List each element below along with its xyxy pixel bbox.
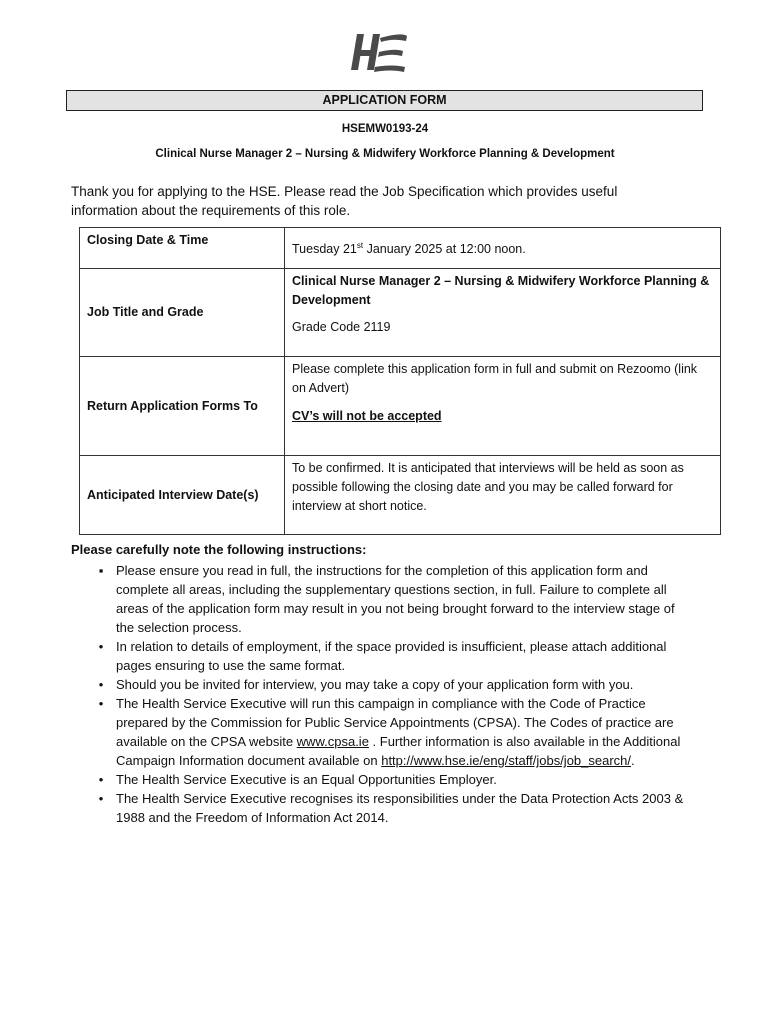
closing-value: Tuesday 21st January 2025 at 12:00 noon. (285, 228, 721, 269)
job-title-heading: Clinical Nurse Manager 2 – Nursing & Midwifery Workforce Planning & Development (155, 148, 615, 160)
closing-label: Closing Date & Time (80, 228, 285, 269)
dot-bullet-icon: • (98, 639, 104, 654)
list-item: • In relation to details of employment, if the space provided is insufficient, please attach additional pages ensuring to use the same format. (94, 637, 694, 675)
hse-logo (345, 30, 415, 76)
job-label: Job Title and Grade (80, 269, 285, 357)
square-bullet-icon: ▪ (98, 563, 104, 578)
cv-warning: CV’s will not be accepted (292, 409, 442, 423)
list-item: • The Health Service Executive is an Equal Opportunities Employer. (94, 770, 694, 789)
return-value (285, 357, 721, 456)
return-label: Return Application Forms To (80, 357, 285, 456)
interview-value: To be confirmed. It is anticipated that interviews will be held as soon as possible following the closing date and you may be called forward for interview at short notice. (285, 456, 721, 535)
table-row (80, 357, 721, 456)
instructions-heading: Please carefully note the following instructions: (71, 542, 367, 557)
dot-bullet-icon: • (98, 772, 104, 787)
job-value (285, 269, 721, 357)
job-title-value: Clinical Nurse Manager 2 – Nursing & Midwifery Workforce Planning & Development (292, 274, 710, 307)
interview-label: Anticipated Interview Date(s) (80, 456, 285, 535)
dot-bullet-icon: • (98, 696, 104, 711)
details-table (79, 227, 721, 535)
list-item: ▪ Please ensure you read in full, the instructions for the completion of this application form and complete all areas, including the supplementary questions section, in full. Failure to complete all areas of the application form may result in you not being brought forward to the interview stage of the selection process. (94, 561, 694, 637)
dot-bullet-icon: • (98, 677, 104, 692)
instructions-list (94, 561, 694, 827)
grade-code: Grade Code 2119 (292, 320, 391, 334)
list-item: • Should you be invited for interview, you may take a copy of your application form with you. (94, 675, 694, 694)
return-text: Please complete this application form in full and submit on Rezoomo (link on Advert) (292, 362, 698, 395)
dot-bullet-icon: • (98, 791, 104, 806)
list-item: • The Health Service Executive will run this campaign in compliance with the Code of Practice prepared by the Commission for Public Service Appointments (CPSA). The Codes of practice are available on the CPSA website www.cpsa.ie . Further information is also available in the Additional Campaign Information document available on http://www.hse.ie/eng/staff/jobs/job_search/. (94, 694, 694, 770)
table-row (80, 228, 721, 269)
reference-code: HSEMW0193-24 (341, 123, 429, 135)
hse-jobs-link[interactable]: http://www.hse.ie/eng/staff/jobs/job_search/ (381, 753, 632, 768)
list-item: • The Health Service Executive recognises its responsibilities under the Data Protection Acts 2003 & 1988 and the Freedom of Information Act 2014. (94, 789, 694, 827)
table-row (80, 269, 721, 357)
intro-text: Thank you for applying to the HSE. Please read the Job Specification which provides useful information about the requirements of this role. (71, 184, 618, 218)
cpsa-link[interactable]: www.cpsa.ie (296, 734, 369, 749)
table-row (80, 456, 721, 535)
form-banner: APPLICATION FORM (66, 90, 703, 111)
